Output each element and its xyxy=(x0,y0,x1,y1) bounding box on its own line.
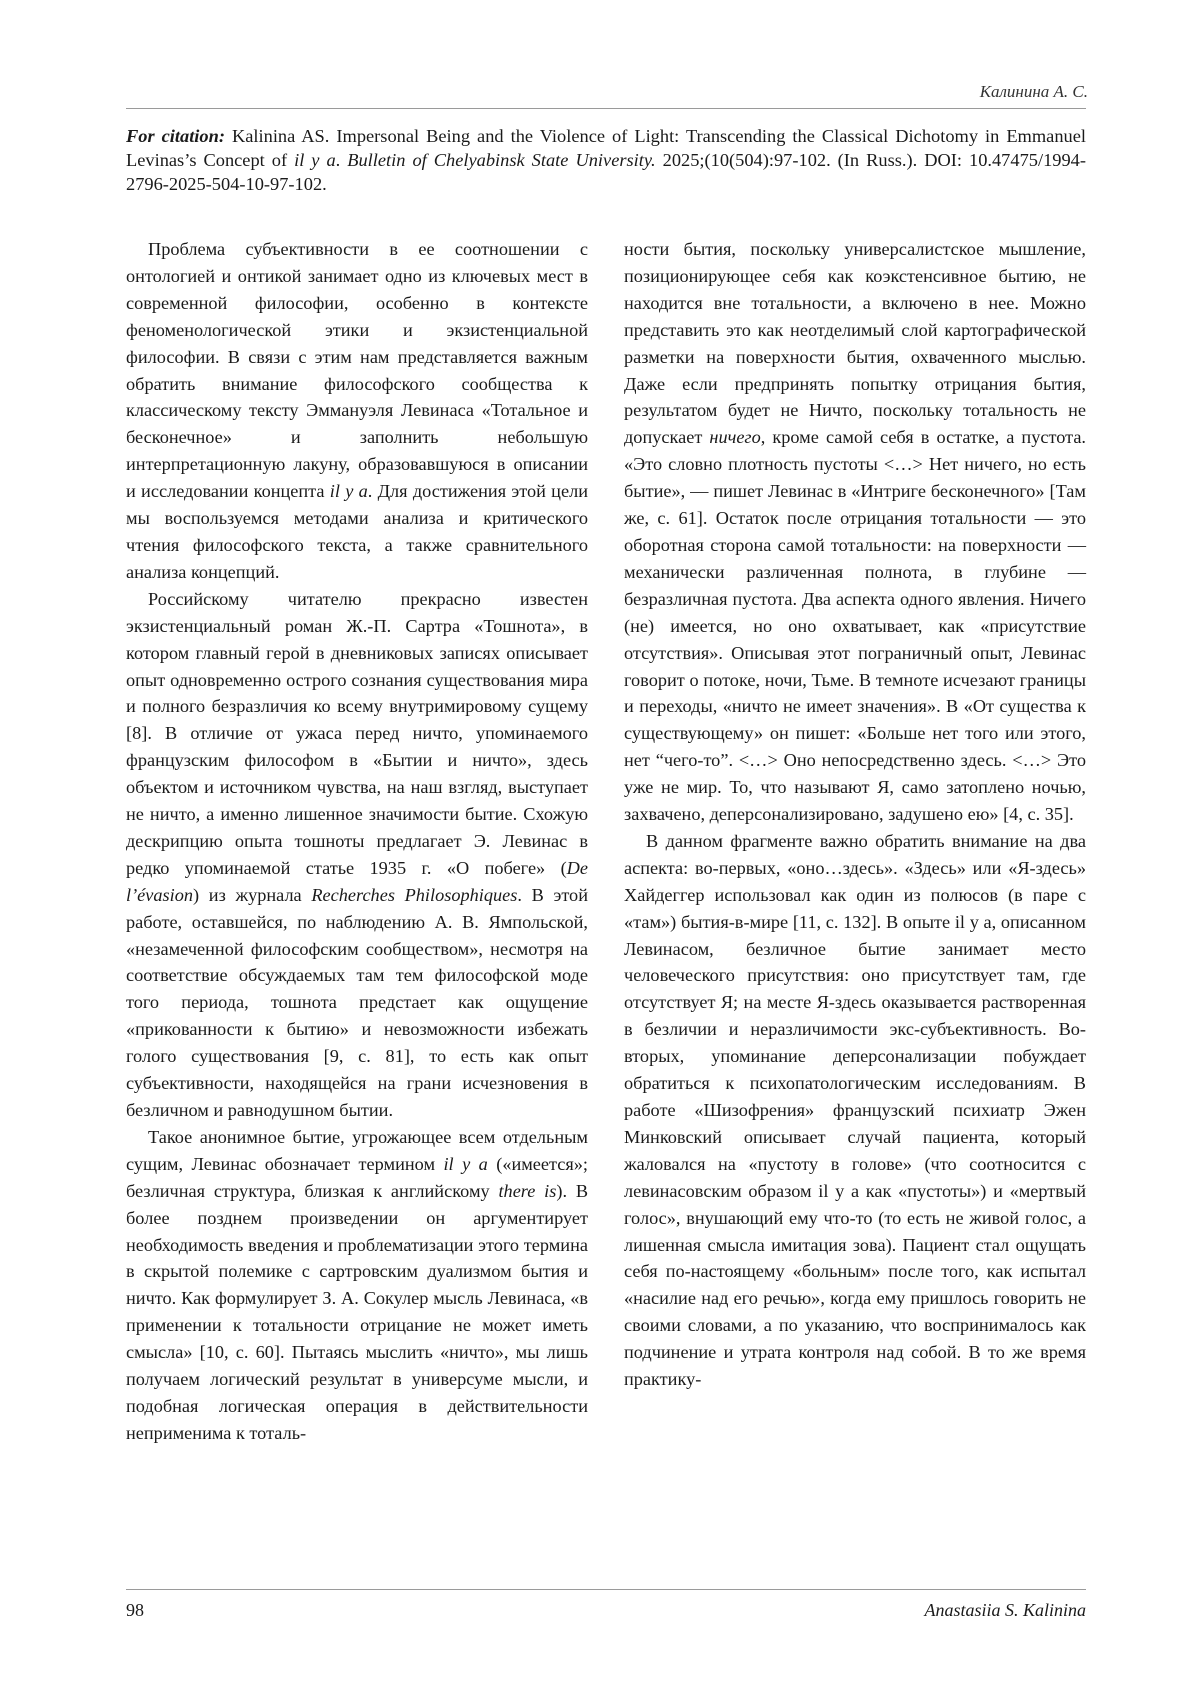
text-run: , кроме самой себя в остатке, а пустота. «Это словно плотность пустоты <…> Нет ничего, но есть бытие», — пишет Левинас в «Интриге бесконечного» [Там же, с. 61]. Остаток после отрицания тотальности — это оборотная сторона самой тотальности: на поверхности — механически различенная полнота, в глубине — безразличная пустота. Два аспекта одного явления. Ничего (не) имеется, но оно охватывает, как «присутствие отсутствия». Описывая этот пограничный опыт, Левинас говорит о потоке, ночи, Тьме. В темноте исчезают границы и переходы, «ничто не имеет значения». В «От существа к существующему» он пишет: «Больше нет того или этого, нет “чего-то”. <…> Оно непосредственно здесь. <…> Это уже не мир. То, что называют Я, само затоплено ночью, захвачено, деперсонализировано, задушено ею» [4, с. 35]. xyxy=(624,427,1087,825)
page-number: 98 xyxy=(126,1600,144,1620)
paragraph xyxy=(624,236,1086,828)
text-run: ). В более позднем произведении он аргументирует необходимость введения и проблематизации этого термина в скрытой полемике с сартровским дуализмом бытия и ничто. Как формулирует З. А. Сокулер мысль Левинаса, «в применении к тотальности отрицание не может иметь смысла» [10, с. 60]. Пытаясь мыслить «ничто», мы лишь получаем логический результат в универсуме мысли, и подобная логическая операция в действительности неприменима к тоталь- xyxy=(126,1180,589,1443)
text-run: . Для достижения этой цели мы воспользуемся методами анализа и критического чтения философского текста, а также сравнительного анализа концепций. xyxy=(126,481,588,582)
citation-journal: Bulletin of Chelyabinsk State University. xyxy=(347,150,656,170)
right-column xyxy=(624,236,1086,1393)
text-run: («имеется»; безличная структура, близкая к английскому xyxy=(126,1153,588,1201)
footer-rule xyxy=(126,1589,1086,1590)
running-head: Калинина А. С. xyxy=(979,82,1088,101)
paragraph: В данном фрагменте важно обратить внимание на два аспекта: во-первых, «оно…здесь». «Здесь» или «Я-здесь» Хайдеггер использовал как один из полюсов (в паре с «там») бытия-в-мире [11, с. 132]. В опыте il y a, описанном Левинасом, безличное бытие занимает место человеческого присутствия: оно присутствует там, где отсутствует Я; на месте Я-здесь оказывается растворенная в безличии и неразличимости экс-субъективность. Во-вторых, упоминание деперсонализации побуждает обратиться к психопатологическим исследованиям. В работе «Шизофрения» французский психиатр Эжен Минковский описывает случай пациента, который жаловался на «пустоту в голове» (что соотносится с левинасовским образом il y a как «пустоты») и «мертвый голос», внушающий ему что-то (то есть не живой голос, а лишенная смысла имитация зова). Пациент стал ощущать себя по-настоящему «больным» после того, как испытал «насилие над его речью», когда ему пришлось говорить не своими словами, а по указанию, что воспринималось как подчинение и утрата контроля над собой. В то же время практику- xyxy=(624,830,1086,1390)
footer-author: Anastasiia S. Kalinina xyxy=(924,1600,1086,1620)
citation-text: 2025;(10(504):97-102. (In Russ.). DOI: 10.47475/1994-2796-2025-504-10-97-102. xyxy=(126,150,1086,194)
citation-text: Kalinina AS. Impersonal Being and the Violence of Light: Transcending the Classical Dichotomy in Emmanuel Levinas’s Concept of xyxy=(126,126,1086,170)
text-run: . В этой работе, оставшейся, по наблюдению А. В. Ямпольской, «незамеченной философским сообществом», несмотря на соответствие обсуждаемых там тем философской моде того периода, тошнота предстает как ощущение «прикованности к бытию» и невозможности избежать голого существования [9, с. 81], то есть как опыт субъективности, находящейся на грани исчезновения в безличном и равнодушном бытии. xyxy=(126,884,588,1120)
header-rule xyxy=(126,108,1086,109)
text-run: Такое анонимное бытие, угрожающее всем отдельным сущим, Левинас обозначает термином xyxy=(126,1126,588,1174)
paragraph xyxy=(126,1124,588,1447)
italic-term: il y a xyxy=(443,1153,488,1174)
paragraph xyxy=(126,586,588,1124)
paragraph xyxy=(126,236,588,586)
citation-ilya: il y a xyxy=(294,150,336,170)
citation-block xyxy=(126,124,1086,196)
italic-term: there is xyxy=(498,1180,557,1201)
text-run: Российскому читателю прекрасно известен экзистенциальный роман Ж.-П. Сартра «Тошнота», в котором главный герой в дневниковых записях описывает опыт одновременно острого сознания существования мира и полного безразличия ко всему внутримировому сущему [8]. В отличие от ужаса перед ничто, упоминаемого французским философом в «Бытии и ничто», здесь объектом и источником чувства, на наш взгляд, выступает не ничто, а именно лишенное значимости бытие. Схожую дескрипцию опыта тошноты предлагает Э. Левинас в редко упоминаемой статье 1935 г. «О побеге» ( xyxy=(126,588,588,878)
italic-term: il y a xyxy=(329,481,368,502)
italic-title: Recherches Philosophiques xyxy=(311,884,518,905)
text-run: Проблема субъективности в ее соотношении с онтологией и онтикой занимает одно из ключевых мест в современной философии, особенно в контексте феноменологической этики и экзистенциальной философии. В связи с этим нам представляется важным обратить внимание философского сообщества к классическому тексту Эммануэля Левинаса «Тотальное и бесконечное» и заполнить небольшую интерпретационную лакуну, образовавшуюся в описании и исследовании концепта xyxy=(126,239,588,502)
left-column xyxy=(126,236,588,1447)
citation-label: For citation: xyxy=(126,126,225,146)
citation-text: . xyxy=(335,150,348,170)
italic-title: De l’évasion xyxy=(126,857,588,905)
text-run: ности бытия, поскольку универсалистское мышление, позиционирующее себя как коэкстенсивное бытию, не находится вне тотальности, а включено в нее. Можно представить это как неотделимый слой картографической разметки на поверхности бытия, охваченного мыслью. Даже если предпринять попытку отрицания бытия, результатом будет не Ничто, поскольку тотальность не допускает xyxy=(624,239,1086,448)
italic-term: ничего xyxy=(709,427,761,448)
text-run: ) из журнала xyxy=(193,884,312,905)
